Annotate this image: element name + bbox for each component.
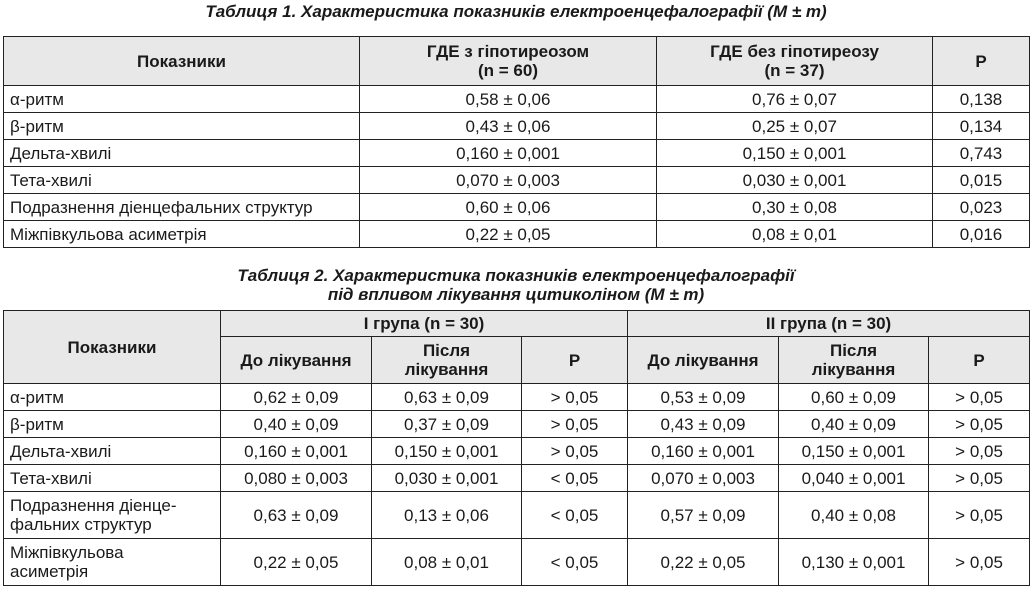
table2-header-g1-before: До лікування (221, 337, 372, 384)
g1-p-value: < 0,05 (522, 492, 628, 539)
table-row (4, 465, 1030, 492)
group2-value: 0,30 ± 0,08 (657, 194, 933, 221)
g2-p-value: > 0,05 (929, 438, 1030, 465)
g2-p-value: > 0,05 (929, 411, 1030, 438)
table-row (4, 438, 1030, 465)
g1-before-value: 0,22 ± 0,05 (221, 539, 372, 586)
group1-value: 0,60 ± 0,06 (360, 194, 657, 221)
table2-header-g1-p: P (522, 337, 628, 384)
table1-header-group1-n: (n = 60) (478, 61, 538, 80)
row-label-line2: асиметрія (10, 562, 89, 581)
table1-header-group2-name: ГДЕ без гіпотиреозу (710, 42, 879, 61)
g2-p-value: > 0,05 (929, 539, 1030, 586)
g1-before-value: 0,40 ± 0,09 (221, 411, 372, 438)
p-value: 0,138 (933, 86, 1030, 113)
table2-title-line2: під впливом лікування цитиколіном (M ± m) (327, 285, 705, 304)
row-label-line1: Тета-хвилі (10, 468, 92, 488)
group2-value: 0,030 ± 0,001 (657, 167, 933, 194)
g2-p-value: > 0,05 (929, 465, 1030, 492)
table1-header-group1 (360, 37, 657, 86)
group1-value: 0,160 ± 0,001 (360, 140, 657, 167)
row-label-line2: фальних структур (10, 515, 152, 534)
table2-header-g2-after (779, 337, 929, 384)
after-line2: лікування (404, 360, 489, 379)
row-label-line1: Подразнення діенце- (10, 496, 177, 515)
g1-before-value: 0,63 ± 0,09 (221, 492, 372, 539)
table2-header-g2-p: P (929, 337, 1030, 384)
table2-header-group1: I група (n = 30) (221, 311, 628, 337)
table1-header-indicator: Показники (4, 37, 360, 86)
g1-p-value: > 0,05 (522, 438, 628, 465)
table1-header-group2 (657, 37, 933, 86)
g1-after-value: 0,13 ± 0,06 (372, 492, 522, 539)
table-row (4, 113, 1030, 140)
g2-before-value: 0,57 ± 0,09 (628, 492, 779, 539)
g2-before-value: 0,43 ± 0,09 (628, 411, 779, 438)
row-label: α-ритм (4, 86, 360, 113)
table-row (4, 86, 1030, 113)
g1-after-value: 0,37 ± 0,09 (372, 411, 522, 438)
table2-header-g2-before: До лікування (628, 337, 779, 384)
row-label-line1: Міжпівкульова (10, 543, 124, 562)
group1-value: 0,22 ± 0,05 (360, 221, 657, 248)
group2-value: 0,25 ± 0,07 (657, 113, 933, 140)
row-label: β-ритм (4, 113, 360, 140)
p-value: 0,015 (933, 167, 1030, 194)
g2-after-value: 0,150 ± 0,001 (779, 438, 929, 465)
g2-after-value: 0,40 ± 0,08 (779, 492, 929, 539)
row-label-line1: Дельта-хвилі (10, 441, 112, 461)
after-line1: Після (422, 341, 471, 360)
g1-before-value: 0,160 ± 0,001 (221, 438, 372, 465)
p-value: 0,023 (933, 194, 1030, 221)
row-label (4, 539, 221, 586)
table1-header-group2-n: (n = 37) (764, 61, 825, 80)
row-label-line1: β-ритм (10, 414, 64, 434)
table-row (4, 221, 1030, 248)
g1-after-value: 0,150 ± 0,001 (372, 438, 522, 465)
g2-before-value: 0,53 ± 0,09 (628, 384, 779, 411)
row-label (4, 492, 221, 539)
g2-before-value: 0,22 ± 0,05 (628, 539, 779, 586)
row-label (4, 384, 221, 411)
g1-after-value: 0,63 ± 0,09 (372, 384, 522, 411)
table2-header-g1-after (372, 337, 522, 384)
p-value: 0,134 (933, 113, 1030, 140)
g2-p-value: > 0,05 (929, 492, 1030, 539)
g2-after-value: 0,40 ± 0,09 (779, 411, 929, 438)
g1-before-value: 0,080 ± 0,003 (221, 465, 372, 492)
g2-after-value: 0,130 ± 0,001 (779, 539, 929, 586)
row-label (4, 465, 221, 492)
table1 (3, 36, 1030, 248)
group2-value: 0,08 ± 0,01 (657, 221, 933, 248)
g2-before-value: 0,160 ± 0,001 (628, 438, 779, 465)
table1-header-group1-name: ГДЕ з гіпотиреозом (426, 42, 590, 61)
table-row (4, 492, 1030, 539)
after-line1: Після (829, 341, 878, 360)
group1-value: 0,58 ± 0,06 (360, 86, 657, 113)
table2-header-row-groups (4, 311, 1030, 337)
row-label: Міжпівкульова асиметрія (4, 221, 360, 248)
g1-before-value: 0,62 ± 0,09 (221, 384, 372, 411)
g1-after-value: 0,030 ± 0,001 (372, 465, 522, 492)
table2 (3, 310, 1030, 586)
p-value: 0,743 (933, 140, 1030, 167)
g1-p-value: > 0,05 (522, 411, 628, 438)
g2-p-value: > 0,05 (929, 384, 1030, 411)
group2-value: 0,150 ± 0,001 (657, 140, 933, 167)
table2-header-indicator: Показники (4, 311, 221, 384)
g1-p-value: < 0,05 (522, 539, 628, 586)
row-label-line1: α-ритм (10, 387, 64, 407)
table1-header-row (4, 37, 1030, 86)
table-row (4, 539, 1030, 586)
g2-before-value: 0,070 ± 0,003 (628, 465, 779, 492)
group1-value: 0,070 ± 0,003 (360, 167, 657, 194)
table-row (4, 167, 1030, 194)
group2-value: 0,76 ± 0,07 (657, 86, 933, 113)
g1-p-value: > 0,05 (522, 384, 628, 411)
p-value: 0,016 (933, 221, 1030, 248)
group1-value: 0,43 ± 0,06 (360, 113, 657, 140)
g2-after-value: 0,040 ± 0,001 (779, 465, 929, 492)
table1-title: Таблиця 1. Характеристика показників електроенцефалографії (M ± m) (205, 2, 827, 21)
g1-after-value: 0,08 ± 0,01 (372, 539, 522, 586)
table-row (4, 384, 1030, 411)
row-label: Тета-хвилі (4, 167, 360, 194)
table-row (4, 194, 1030, 221)
table-row (4, 140, 1030, 167)
table2-header-group2: II група (n = 30) (628, 311, 1030, 337)
row-label (4, 438, 221, 465)
table1-header-p: P (933, 37, 1030, 86)
g2-after-value: 0,60 ± 0,09 (779, 384, 929, 411)
after-line2: лікування (811, 360, 896, 379)
table2-title-line1: Таблиця 2. Характеристика показників електроенцефалографії (237, 266, 795, 285)
row-label (4, 411, 221, 438)
row-label: Дельта-хвилі (4, 140, 360, 167)
table2-title (0, 266, 1032, 304)
g1-p-value: < 0,05 (522, 465, 628, 492)
row-label: Подразнення діенцефальних структур (4, 194, 360, 221)
table-row (4, 411, 1030, 438)
